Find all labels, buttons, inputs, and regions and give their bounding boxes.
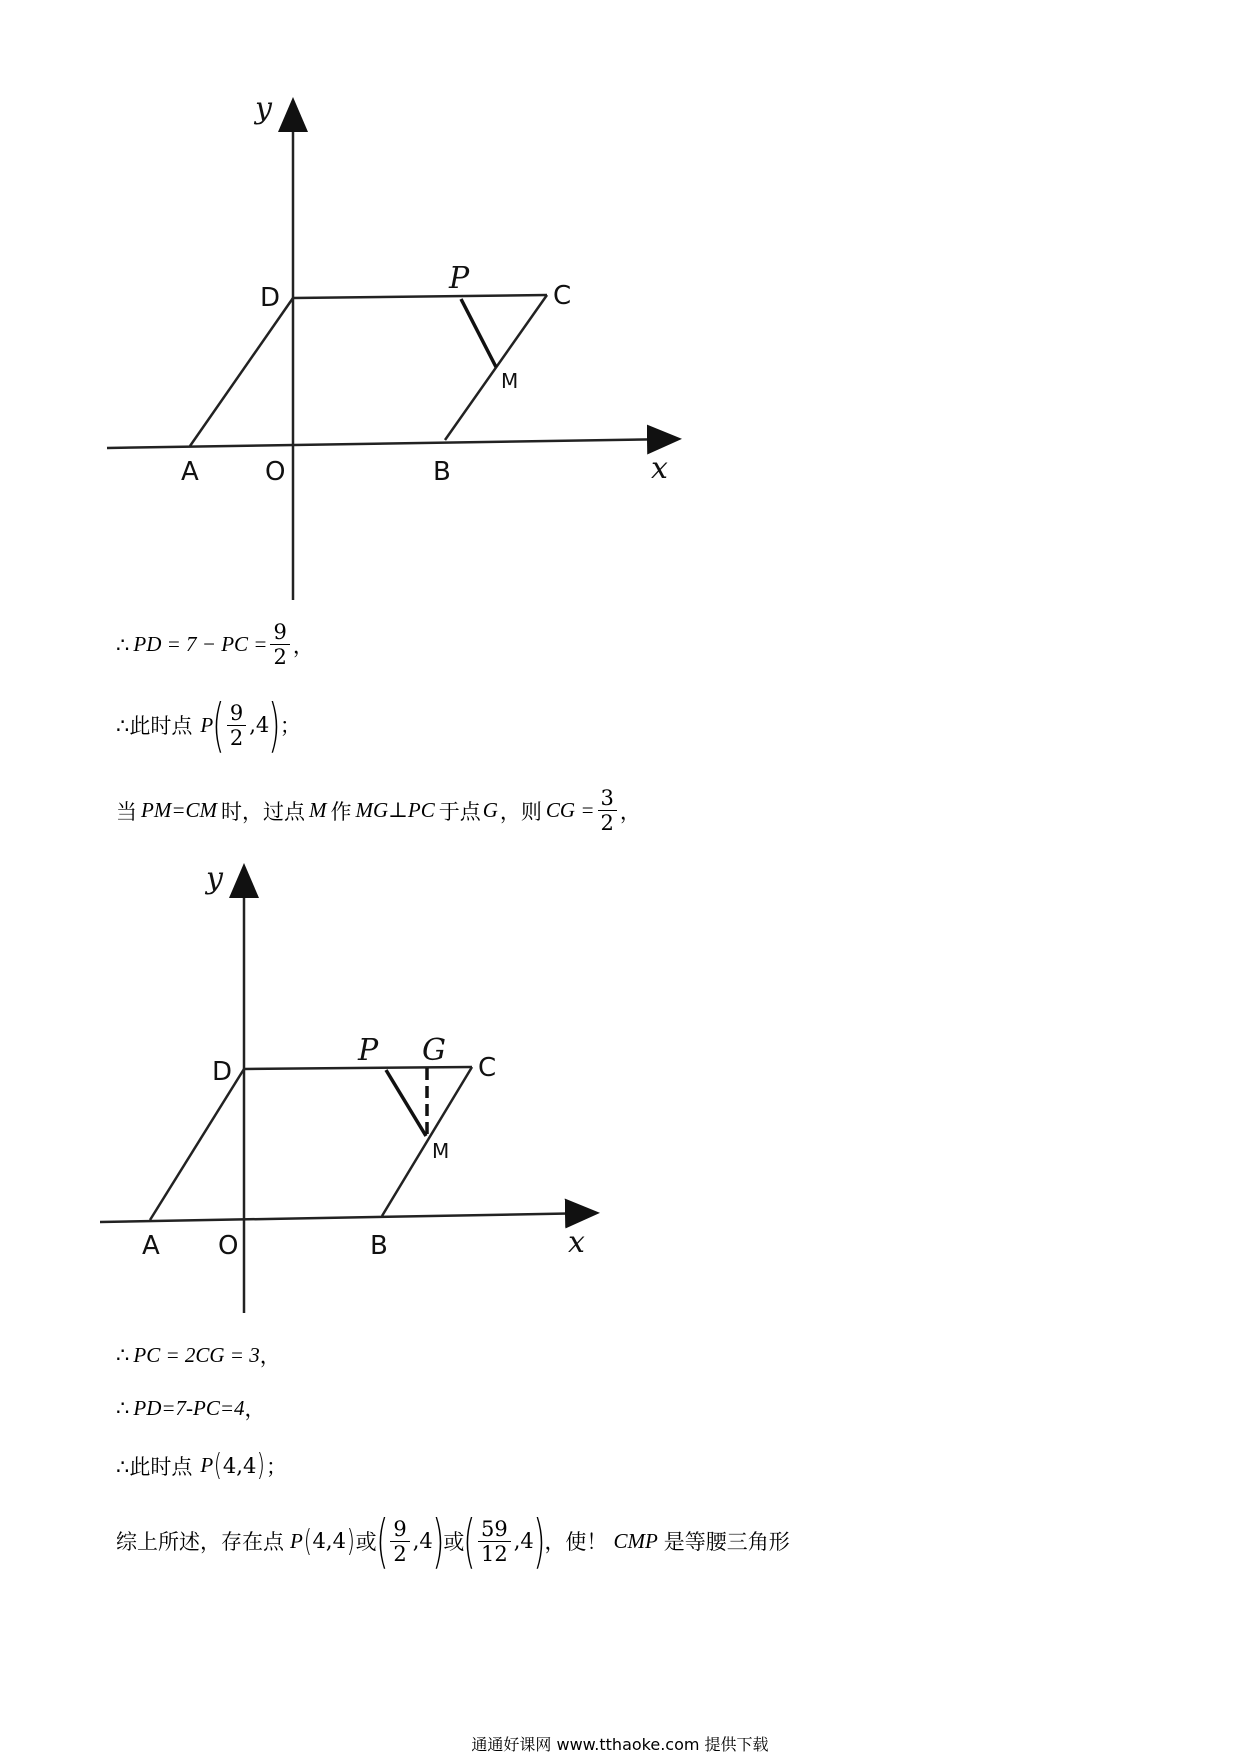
coordinate-axes [107, 102, 677, 600]
label-x: x [651, 451, 668, 486]
line-conclusion: 综上所述，存在点 P ( 4,4 ) 或 ( $\frac{9}{2}$ ,4 ) 或 ( $\frac{59}{12}$ ,4 ) ，使！ CMP 是等腰三角形 [116, 1507, 790, 1575]
label-d: D [260, 283, 281, 313]
label-y: y [255, 91, 272, 126]
label-m: M [432, 1139, 450, 1163]
label-o: O [265, 457, 286, 487]
label-o: O [218, 1231, 239, 1261]
label-x: x [568, 1225, 585, 1260]
label-c: C [553, 281, 572, 311]
figure-2 [100, 858, 680, 1318]
label-a: A [142, 1231, 160, 1261]
label-c: C [478, 1053, 497, 1083]
parallelogram-abcd [190, 295, 547, 446]
line-pc-value: ∴ PC = 2CG = 3 ， [116, 1342, 281, 1368]
figure-1 [105, 90, 705, 610]
label-a: A [181, 457, 199, 487]
page-footer: 通通好课网 www.tthaoke.com 提供下载 [471, 1735, 769, 1754]
fraction: $\frac{3}{2}$ [598, 786, 617, 835]
line-case-pm-cm: 当 PM=CM 时，过点 M 作 MG⊥PC 于点 G ，则 CG = $\frac{3}{2}$ ， [116, 786, 641, 835]
segment-pm [461, 299, 496, 367]
label-y: y [206, 861, 223, 896]
fraction: $\frac{59}{12}$ [478, 1517, 511, 1566]
label-p: P [449, 261, 470, 296]
line-pd-4: ∴ PD=7-PC=4 ， [116, 1395, 266, 1421]
fraction: $\frac{9}{2}$ [390, 1517, 409, 1566]
label-m: M [501, 369, 519, 393]
coordinate-axes [100, 868, 595, 1313]
fraction: $\frac{9}{2}$ [270, 620, 289, 669]
parallelogram-abcd [150, 1067, 472, 1220]
label-g: G [422, 1033, 446, 1068]
line-point-p-second: ∴此时点 P ( 4,4 ) ； [116, 1448, 288, 1483]
label-p: P [358, 1033, 379, 1068]
fraction: $\frac{9}{2}$ [227, 701, 246, 750]
line-pd-value: ∴ PD = 7 − PC = $\frac{9}{2}$ ， [116, 620, 314, 669]
label-b: B [370, 1231, 388, 1261]
label-b: B [433, 457, 451, 487]
label-d: D [212, 1057, 233, 1087]
line-point-p-first: ∴此时点 P ( $\frac{9}{2}$ ,4 ) ； [116, 691, 301, 759]
segment-pm [386, 1070, 426, 1136]
x-axis [100, 1213, 595, 1222]
